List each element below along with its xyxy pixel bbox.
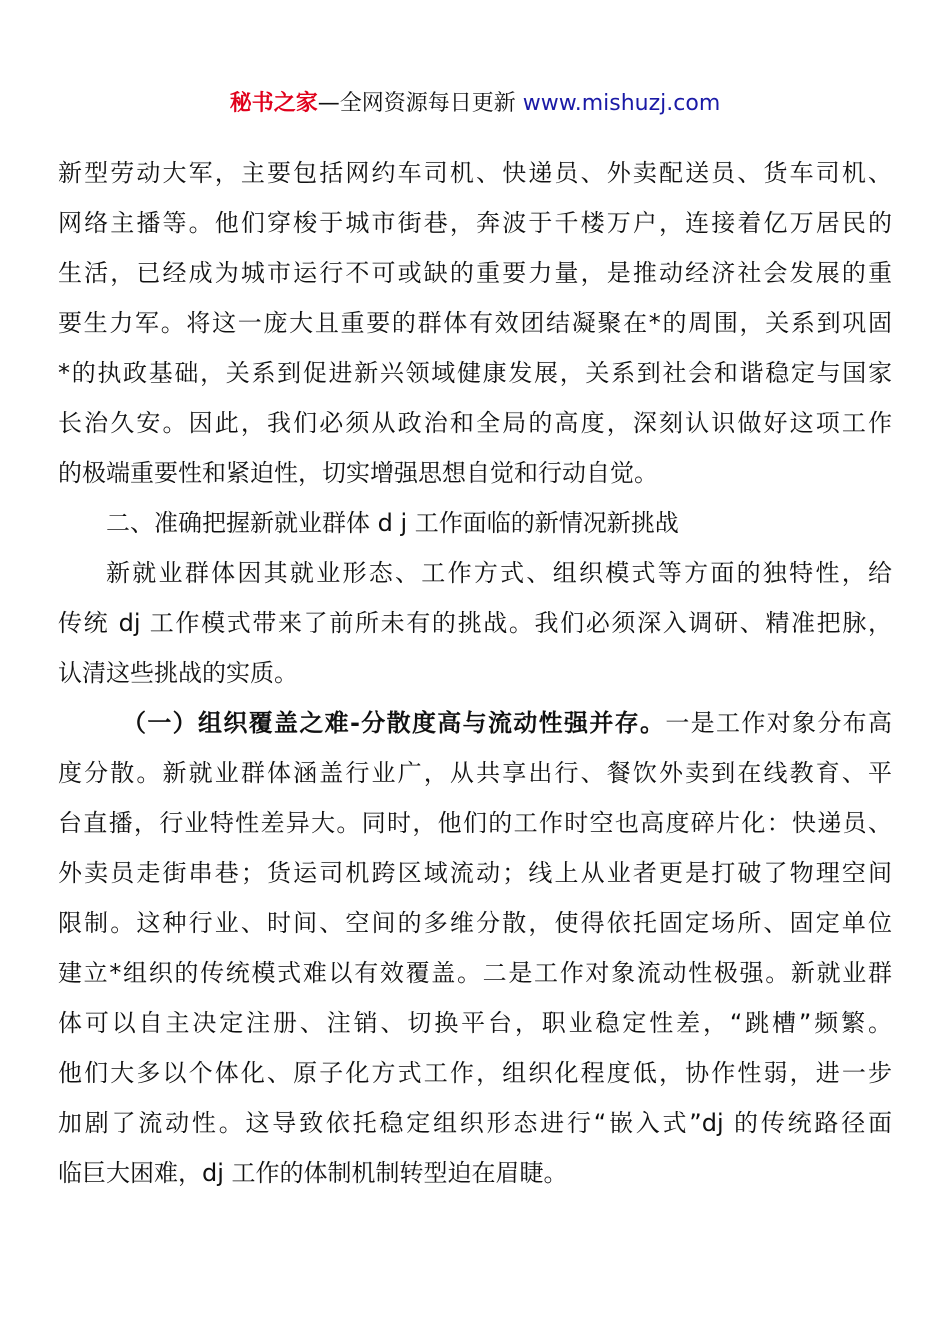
text-line: 临巨大困难，dj 工作的体制机制转型迫在眉睫。 [58, 1159, 568, 1187]
text-line: 体可以自主决定注册、注销、切换平台，职业稳定性差，“跳槽”频繁。 [58, 1009, 892, 1037]
text-line: 的极端重要性和紧迫性，切实增强思想自觉和行动自觉。 [58, 459, 658, 487]
subsection-first-line [58, 698, 892, 748]
text-line: 生活，已经成为城市运行不可或缺的重要力量，是推动经济社会发展的重 [58, 259, 892, 287]
text-line: 网络主播等。他们穿梭于城市街巷，奔波于千楼万户，连接着亿万居民的 [58, 209, 892, 237]
text-line: 限制。这种行业、时间、空间的多维分散，使得依托固定场所、固定单位 [58, 909, 892, 937]
text-run: 一是工作对象分布高 [665, 709, 892, 737]
text-line: 认清这些挑战的实质。 [58, 659, 298, 687]
text-line: 新型劳动大军，主要包括网约车司机、快递员、外卖配送员、货车司机、 [58, 159, 892, 187]
text-line: 度分散。新就业群体涵盖行业广，从共享出行、餐饮外卖到在线教育、平 [58, 759, 892, 787]
text-line: 建立*组织的传统模式难以有效覆盖。二是工作对象流动性极强。新就业群 [58, 959, 892, 987]
section-heading: 二、准确把握新就业群体 d j 工作面临的新情况新挑战 [106, 509, 679, 537]
text-line: 长治久安。因此，我们必须从政治和全局的高度，深刻认识做好这项工作 [58, 409, 892, 437]
header-tagline: —全网资源每日更新 [317, 91, 523, 116]
text-line: *的执政基础，关系到促进新兴领域健康发展，关系到社会和谐稳定与国家 [58, 359, 892, 387]
text-line: 要生力军。将这一庞大且重要的群体有效团结凝聚在*的周围，关系到巩固 [58, 309, 892, 337]
text-line: 外卖员走街串巷；货运司机跨区域流动；线上从业者更是打破了物理空间 [58, 859, 892, 887]
subsection-heading: （一）组织覆盖之难-分散度高与流动性强并存。 [122, 709, 666, 737]
text-line: 新就业群体因其就业形态、工作方式、组织模式等方面的独特性，给 [106, 559, 892, 587]
text-line: 他们大多以个体化、原子化方式工作，组织化程度低，协作性弱，进一步 [58, 1059, 892, 1087]
text-line: 传统 dj 工作模式带来了前所未有的挑战。我们必须深入调研、精准把脉， [58, 609, 892, 637]
header-url-link[interactable]: www.mishuzj.com [522, 91, 721, 116]
document-body [58, 148, 892, 1198]
header-brand: 秘书之家 [229, 91, 318, 116]
text-line: 加剧了流动性。这导致依托稳定组织形态进行“嵌入式”dj 的传统路径面 [58, 1109, 892, 1137]
text-line: 台直播，行业特性差异大。同时，他们的工作时空也高度碎片化：快递员、 [58, 809, 892, 837]
page-header [0, 88, 950, 120]
